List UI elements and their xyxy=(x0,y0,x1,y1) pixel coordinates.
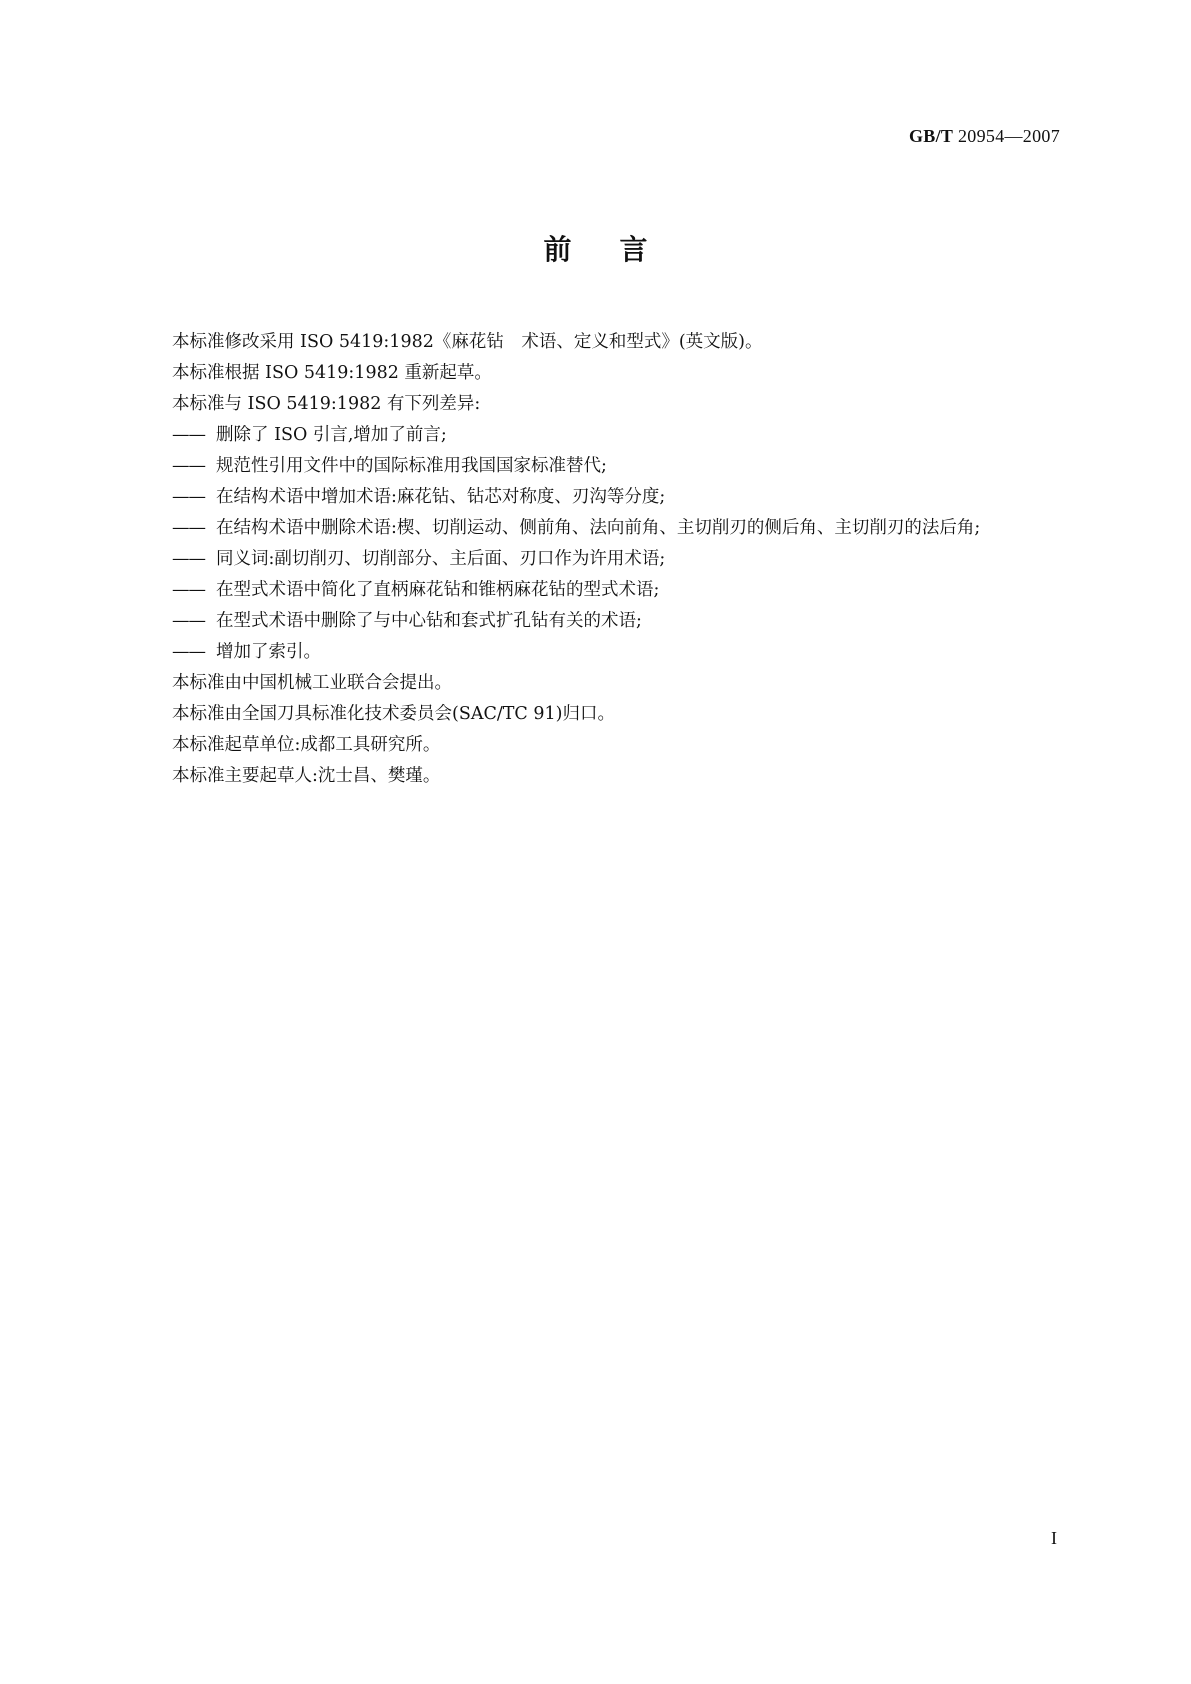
page-number: I xyxy=(1051,1528,1057,1548)
dash-marker: —— xyxy=(172,456,205,476)
paragraph-adoption: 本标准修改采用 ISO 5419:1982《麻花钻 术语、定义和型式》(英文版)。 xyxy=(172,332,763,352)
foreword-body xyxy=(172,327,1057,792)
dash-marker: —— xyxy=(172,642,205,662)
dash-marker: —— xyxy=(172,611,205,631)
dash-marker: —— xyxy=(172,425,205,445)
difference-text: 增加了索引。 xyxy=(216,642,321,662)
difference-item xyxy=(172,482,1057,513)
difference-text: 在结构术语中增加术语:麻花钻、钻芯对称度、刃沟等分度; xyxy=(216,487,666,507)
standard-code-number: 20954—2007 xyxy=(958,126,1060,146)
difference-text: 规范性引用文件中的国际标准用我国国家标准替代; xyxy=(216,456,607,476)
difference-text: 在型式术语中删除了与中心钻和套式扩孔钻有关的术语; xyxy=(216,611,642,631)
difference-text: 在结构术语中删除术语:楔、切削运动、侧前角、法向前角、主切削刃的侧后角、主切削刃的法后角; xyxy=(216,518,981,538)
page-title: 前言 xyxy=(543,233,696,266)
difference-item xyxy=(172,451,1057,482)
difference-item xyxy=(172,637,1057,668)
difference-item xyxy=(172,544,1057,575)
paragraph-drafters: 本标准主要起草人:沈士昌、樊瑾。 xyxy=(172,766,441,786)
difference-text: 在型式术语中简化了直柄麻花钻和锥柄麻花钻的型式术语; xyxy=(216,580,660,600)
paragraph-redraft: 本标准根据 ISO 5419:1982 重新起草。 xyxy=(172,363,492,383)
difference-text: 删除了 ISO 引言,增加了前言; xyxy=(216,425,447,445)
difference-item xyxy=(172,513,1057,544)
dash-marker: —— xyxy=(172,487,205,507)
dash-marker: —— xyxy=(172,518,205,538)
paragraph-differences-intro: 本标准与 ISO 5419:1982 有下列差异: xyxy=(172,394,481,414)
difference-item xyxy=(172,575,1057,606)
standard-code: GB/T xyxy=(908,126,954,146)
paragraph-committee: 本标准由全国刀具标准化技术委员会(SAC/TC 91)归口。 xyxy=(172,704,615,724)
dash-marker: —— xyxy=(172,549,205,569)
difference-item xyxy=(172,420,1057,451)
dash-marker: —— xyxy=(172,580,205,600)
paragraph-proposer: 本标准由中国机械工业联合会提出。 xyxy=(172,673,452,693)
difference-text: 同义词:副切削刃、切削部分、主后面、刃口作为许用术语; xyxy=(216,549,666,569)
difference-item xyxy=(172,606,1057,637)
paragraph-drafting-unit: 本标准起草单位:成都工具研究所。 xyxy=(172,735,441,755)
standard-number xyxy=(909,126,1060,147)
